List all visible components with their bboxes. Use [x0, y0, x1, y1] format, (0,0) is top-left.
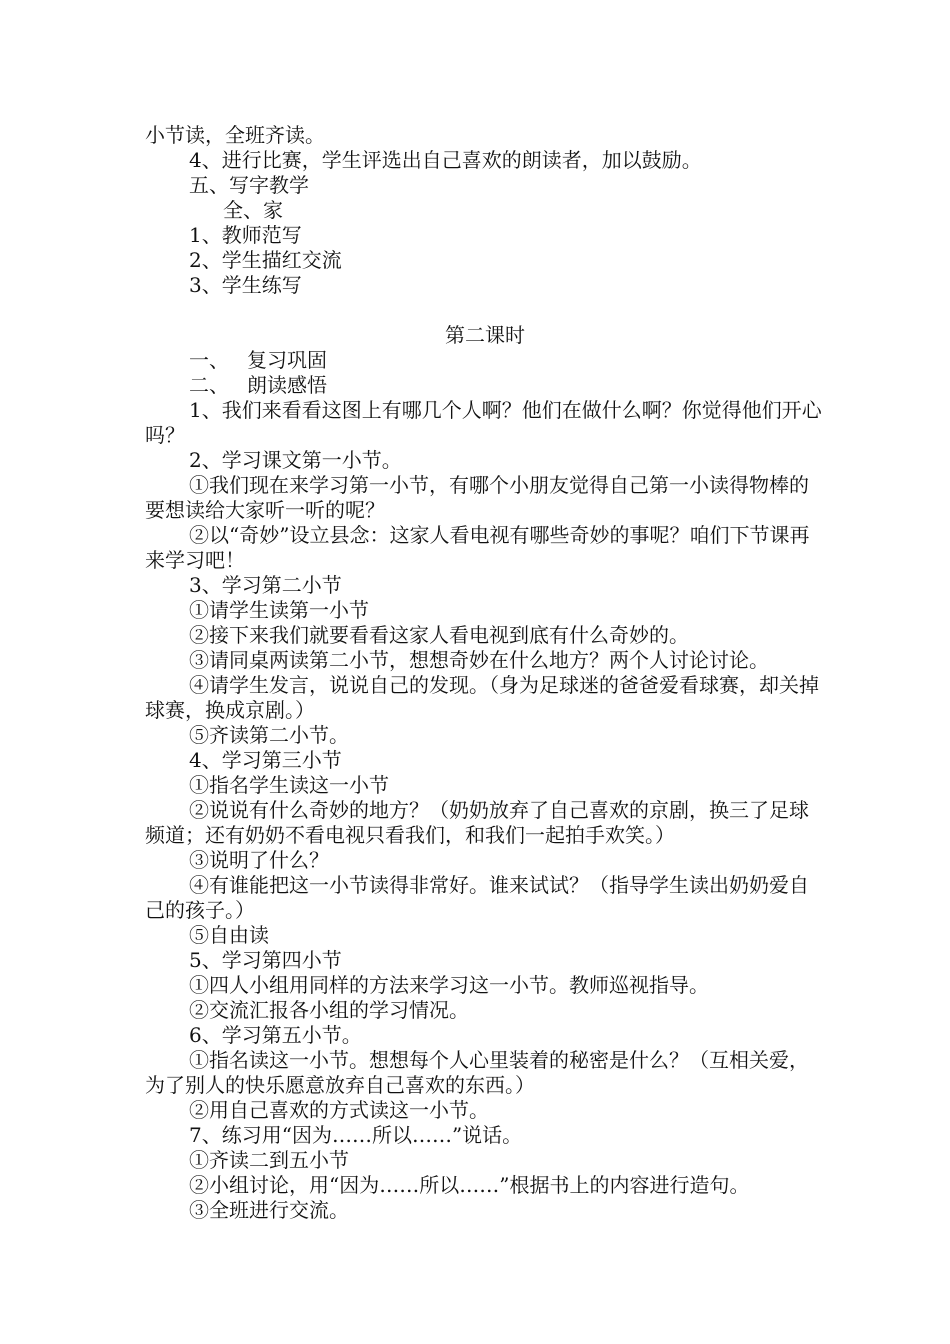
text-line: 全、家 — [223, 198, 283, 222]
text-line: 4、学习第三小节 — [189, 748, 342, 772]
text-line: 6、学习第五小节。 — [189, 1023, 362, 1047]
text-line: ③请同桌两读第二小节，想想奇妙在什么地方？两个人讨论讨论。 — [189, 648, 769, 672]
text-line: ③全班进行交流。 — [189, 1198, 349, 1222]
text-line: ⑤自由读 — [189, 923, 269, 947]
text-line: ②接下来我们就要看看这家人看电视到底有什么奇妙的。 — [189, 623, 689, 647]
text-line: ①齐读二到五小节 — [189, 1148, 349, 1172]
section-number: 一、 — [189, 348, 229, 372]
text-line: 7、练习用“因为……所以……”说话。 — [189, 1123, 523, 1147]
text-line: ①四人小组用同样的方法来学习这一小节。教师巡视指导。 — [189, 973, 709, 997]
text-line: ⑤齐读第二小节。 — [189, 723, 349, 747]
paragraph: ②说说有什么奇妙的地方？（奶奶放弃了自己喜欢的京剧，换三了足球频道；还有奶奶不看电视只看我们，和我们一起拍手欢笑。） — [145, 798, 809, 847]
text-line: ③说明了什么？ — [189, 848, 329, 872]
text-line: 5、学习第四小节 — [189, 948, 342, 972]
text-line: 4、进行比赛，学生评选出自己喜欢的朗读者，加以鼓励。 — [189, 148, 702, 172]
section-title: 复习巩固 — [247, 348, 327, 372]
lesson-plan-text — [145, 123, 825, 1223]
text-line: 1、教师范写 — [189, 223, 302, 247]
text-line: 3、学生练写 — [189, 273, 302, 297]
paragraph: ①我们现在来学习第一小节，有哪个小朋友觉得自己第一小读得物棒的要想读给大家听一听的呢？ — [145, 473, 809, 522]
blank-line — [145, 298, 825, 323]
text-line: ②交流汇报各小组的学习情况。 — [189, 998, 469, 1022]
section-heading — [145, 348, 825, 373]
paragraph: ④请学生发言，说说自己的发现。（身为足球迷的爸爸爱看球赛，却关掉球赛，换成京剧。） — [145, 673, 819, 722]
text-line: ②小组讨论，用“因为……所以……”根据书上的内容进行造句。 — [189, 1173, 750, 1197]
paragraph: ①指名读这一小节。想想每个人心里装着的秘密是什么？（互相关爱，为了别人的快乐愿意放弃自己喜欢的东西。） — [145, 1048, 809, 1097]
paragraph: ④有谁能把这一小节读得非常好。谁来试试？（指导学生读出奶奶爱自己的孩子。） — [145, 873, 809, 922]
text-line: ①指名学生读这一小节 — [189, 773, 389, 797]
section-number: 二、 — [189, 373, 229, 397]
section-title: 朗读感悟 — [247, 373, 327, 397]
section-heading: 五、写字教学 — [189, 173, 309, 197]
text-line: ①请学生读第一小节 — [189, 598, 369, 622]
lesson-heading: 第二课时 — [445, 323, 525, 347]
text-line: 3、学习第二小节 — [189, 573, 342, 597]
section-heading — [145, 373, 825, 398]
text-line: 小节读，全班齐读。 — [145, 123, 325, 147]
text-line: 2、学生描红交流 — [189, 248, 342, 272]
text-line: 2、学习课文第一小节。 — [189, 448, 402, 472]
paragraph: 1、我们来看看这图上有哪几个人啊？他们在做什么啊？你觉得他们开心吗？ — [145, 398, 822, 447]
text-line: ②用自己喜欢的方式读这一小节。 — [189, 1098, 489, 1122]
paragraph: ②以“奇妙”设立县念：这家人看电视有哪些奇妙的事呢？咱们下节课再来学习吧！ — [145, 523, 810, 572]
